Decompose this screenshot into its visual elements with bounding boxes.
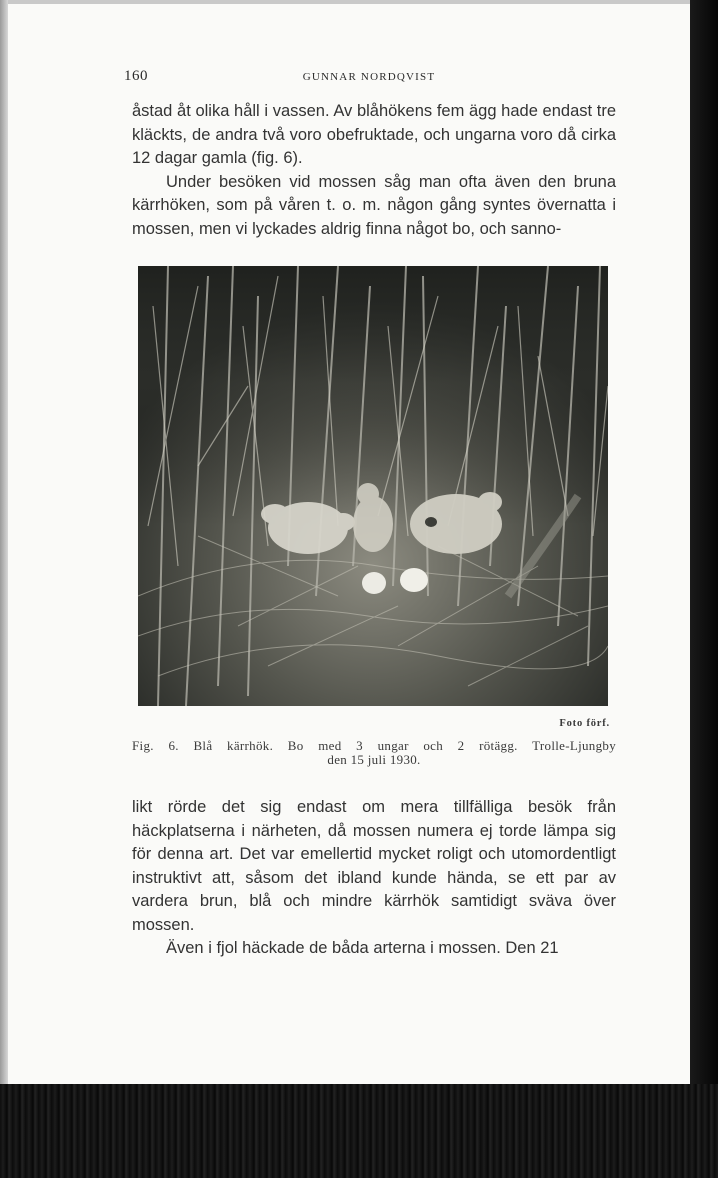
body-text-top <box>132 100 616 241</box>
caption-line: den 15 juli 1930. <box>327 752 421 767</box>
running-head: GUNNAR NORDQVIST <box>302 71 436 83</box>
photo-credit: Foto förf. <box>559 718 610 729</box>
figure-photo-harrier-nest <box>138 266 608 706</box>
paragraph: åstad åt olika håll i vassen. Av blåhökens fem ägg hade endast tre kläckts, de andra två voro obefruktade, och ungarna voro då cirka 12 dagar gamla (fig. 6). <box>132 102 616 167</box>
paragraph: Under besöken vid mossen såg man ofta även den bruna kärrhöken, som på våren t. o. m. någon gång syntes övernatta i mossen, men vi lyckades aldrig finna något bo, och sanno- <box>132 172 616 238</box>
scan-border-left <box>0 0 8 1085</box>
figure-caption <box>132 739 616 767</box>
caption-line: Fig. 6. Blå kärrhök. Bo med 3 ungar och 2 rötägg. Trolle-Ljungby <box>132 738 616 753</box>
paragraph: Även i fjol häckade de båda arterna i mossen. Den 21 <box>166 939 559 957</box>
scan-border-right <box>690 0 718 1084</box>
paragraph: likt rörde det sig endast om mera tillfälliga besök från häckplatserna i närheten, då mossen numera ej torde lämpa sig för denna art. Det var emellertid mycket roligt och utomordentligt instruktivt att, såsom det ibland kunde hända, se ett par av vardera brun, blå och mindre kärrhök samtidigt sväva över mossen. <box>132 798 616 934</box>
scan-border-bottom <box>0 1084 718 1178</box>
body-text-bottom <box>132 796 616 961</box>
page-number: 160 <box>124 68 148 84</box>
page-header <box>124 68 614 88</box>
